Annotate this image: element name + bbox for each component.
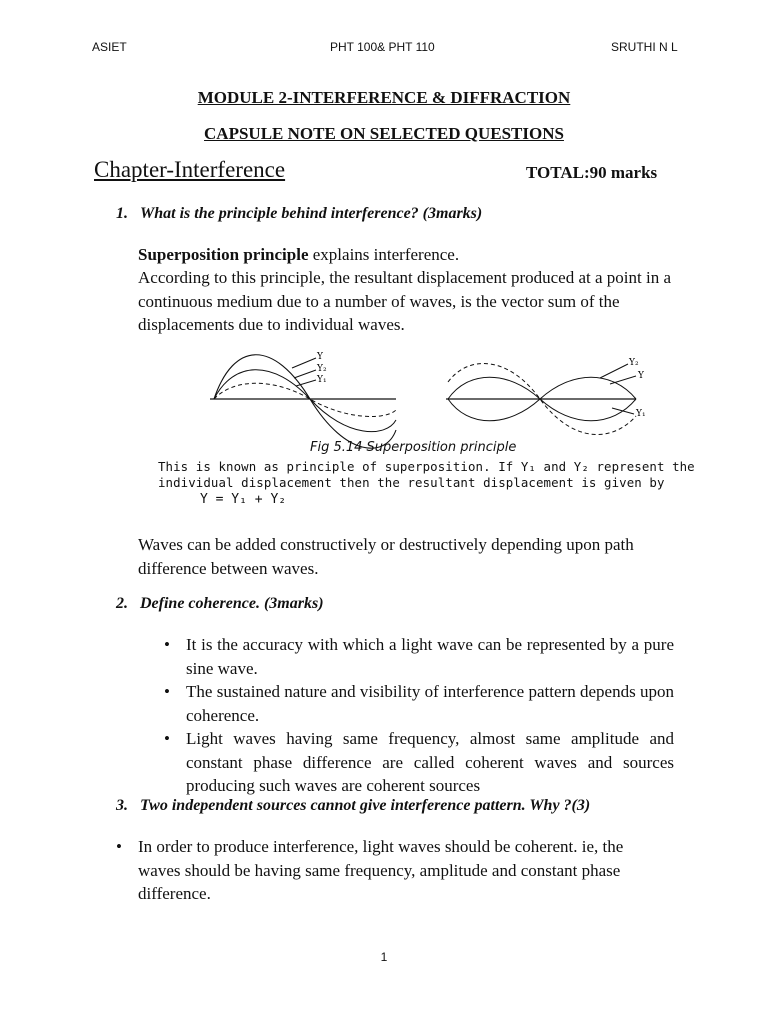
formula: Y = Y₁ + Y₂ [200, 492, 287, 507]
total-marks: TOTAL:90 marks [526, 163, 658, 182]
q2-bullets [164, 633, 674, 798]
left-label-y2: Y₂ [317, 364, 327, 374]
q1-lead-rest: explains interference. [308, 245, 460, 264]
question-3 [116, 797, 590, 815]
question-1-text: What is the principle behind interference? (3marks) [140, 205, 483, 222]
q1-after: Waves can be added constructively or destructively depending upon path difference between waves. [138, 535, 634, 578]
arrow-r1 [600, 364, 628, 378]
module-title: MODULE 2-INTERFERENCE & DIFFRACTION [197, 88, 571, 107]
question-2 [116, 595, 324, 613]
left-wave-y2 [214, 370, 396, 432]
figure-caption: Fig 5.14 Superposition principle [310, 440, 517, 455]
right-label-y: Y [638, 371, 644, 381]
question-1-number: 1. [116, 205, 128, 222]
list-item: • The sustained nature and visibility of interference pattern depends upon coherence. [164, 680, 674, 727]
q1-paragraph: According to this principle, the resultant displacement produced at a point in a continuous medium due to a number of waves, is the vector sum of the displacements due to individual waves. [138, 268, 671, 334]
header-center: PHT 100& PHT 110 [330, 40, 435, 54]
header-left: ASIET [92, 40, 127, 54]
q1-lead [138, 243, 678, 267]
list-item: • In order to produce interference, light waves should be coherent. ie, the waves should be having same frequency, amplitude and constant phase difference. [116, 835, 656, 906]
q1-lead-bold: Superposition principle [138, 245, 309, 264]
question-3-text: Two independent sources cannot give interference pattern. Why ?(3) [140, 797, 591, 814]
capsule-title: CAPSULE NOTE ON SELECTED QUESTIONS [204, 124, 564, 143]
left-label-y: Y [317, 352, 323, 362]
question-2-text: Define coherence. (3marks) [140, 595, 324, 612]
q3-bullets [116, 835, 656, 906]
question-3-number: 3. [116, 797, 128, 814]
chapter-heading: Chapter-Interference [94, 157, 286, 182]
arrow-r3 [612, 408, 634, 414]
left-wave-y [214, 355, 396, 448]
right-label-y2: Y₂ [629, 358, 639, 368]
arrow-l2 [294, 370, 316, 378]
left-wave-y1 [214, 383, 396, 416]
left-label-y1: Y₁ [317, 375, 327, 385]
page-number: 1 [380, 950, 388, 964]
arrow-l1 [292, 358, 316, 368]
list-item: • Light waves having same frequency, almost same amplitude and constant phase difference are called coherent waves and sources producing such waves are coherent sources [164, 727, 674, 798]
list-item: • It is the accuracy with which a light wave can be represented by a pure sine wave. [164, 633, 674, 680]
question-1 [116, 205, 482, 223]
header-right: SRUTHI N L [611, 40, 678, 54]
arrow-r2 [610, 376, 636, 384]
right-label-y1: Y₁ [636, 409, 646, 419]
question-2-number: 2. [116, 595, 128, 612]
figure-text: This is known as principle of superposition. If Y₁ and Y₂ represent the individual displacement then the resultant displacement is given by [158, 459, 695, 490]
